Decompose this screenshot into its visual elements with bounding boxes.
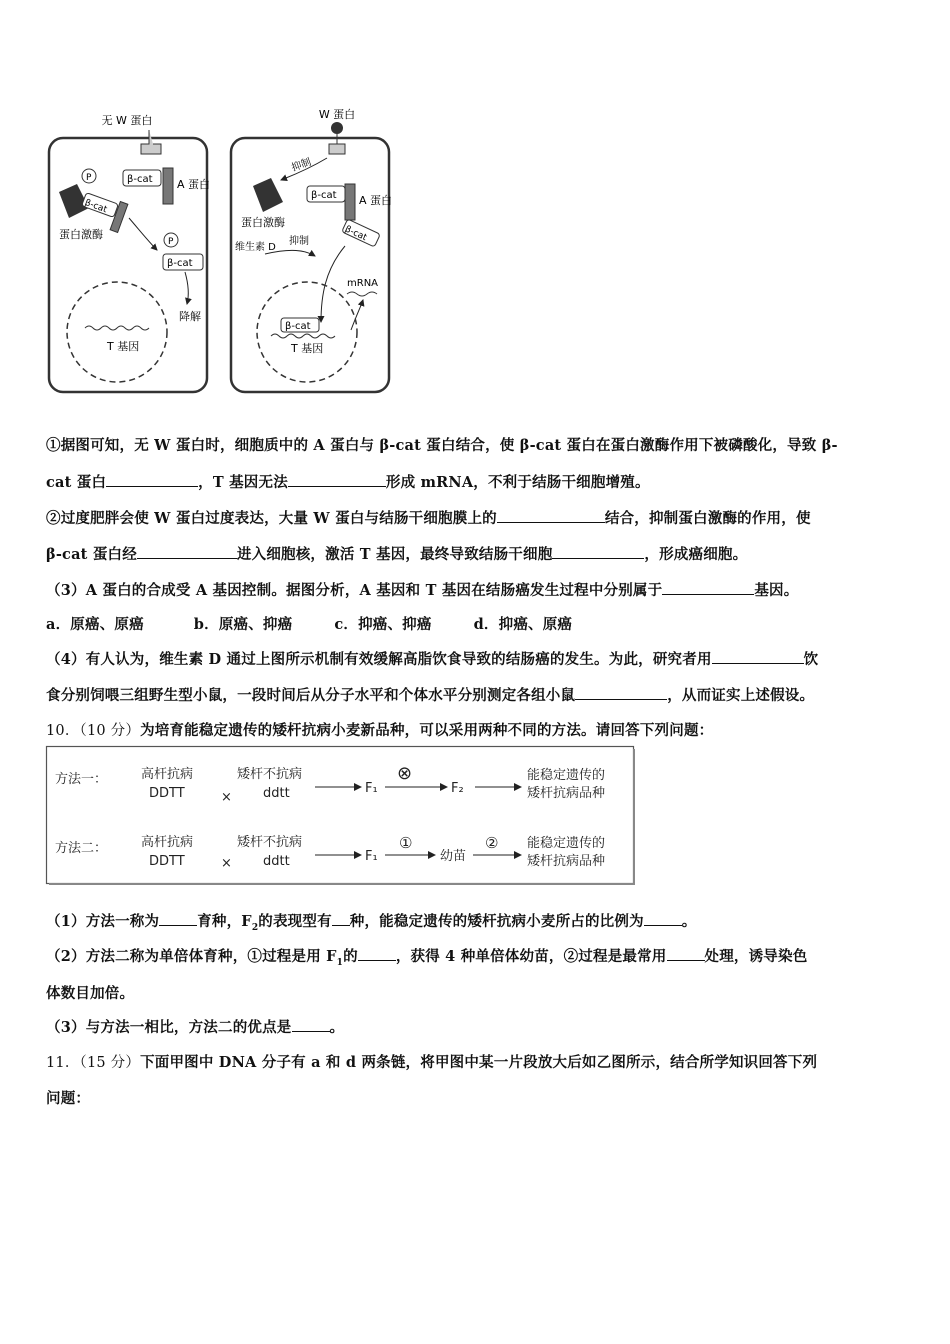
svg-text:β-cat: β-cat <box>285 321 311 332</box>
svg-text:能稳定遗传的: 能稳定遗传的 <box>527 768 606 783</box>
svg-text:β-cat: β-cat <box>343 224 369 244</box>
answer-blank[interactable] <box>137 544 237 559</box>
options-line <box>46 613 572 634</box>
svg-text:矮杆抗病品种: 矮杆抗病品种 <box>527 786 606 801</box>
svg-text:矮杆不抗病: 矮杆不抗病 <box>237 835 303 850</box>
svg-text:F₁: F₁ <box>365 781 378 796</box>
svg-text:矮杆抗病品种: 矮杆抗病品种 <box>527 854 606 869</box>
a-protein-label-left: A 蛋白 <box>177 178 211 191</box>
answer-blank[interactable] <box>332 911 350 926</box>
answer-blank[interactable] <box>288 472 386 487</box>
breeding-methods-figure <box>45 745 637 887</box>
a-protein-right <box>345 184 355 220</box>
answer-blank[interactable] <box>644 911 682 926</box>
svg-text:P: P <box>86 173 92 183</box>
q10-part3: （3）与方法一相比，方法二的优点是 。 <box>46 1019 345 1036</box>
option-b: b．原癌、抑癌 <box>193 616 293 633</box>
svg-text:ddtt: ddtt <box>263 786 290 801</box>
svg-text:β-cat: β-cat <box>83 197 109 216</box>
svg-text:高杆抗病: 高杆抗病 <box>141 767 194 782</box>
svg-text:能稳定遗传的: 能稳定遗传的 <box>527 836 606 851</box>
q-line-8: 食分别饲喂三组野生型小鼠，一段时间后从分子水平和个体水平分别测定各组小鼠 ，从而证实上述假设。 <box>46 687 815 704</box>
svg-text:F₂: F₂ <box>451 781 464 796</box>
question-11: 11．（15 分）下面甲图中 DNA 分子有 a 和 d 两条链，将甲图中某一片段放大后如乙图所示，结合所学知识回答下列 <box>46 1054 818 1071</box>
question-10: 10．（10 分）为培育能稳定遗传的矮杆抗病小麦新品种，可以采用两种不同的方法。请回答下列问题： <box>46 722 714 739</box>
svg-text:×: × <box>221 790 232 805</box>
svg-text:DDTT: DDTT <box>149 854 185 869</box>
q10-part2: （2）方法二称为单倍体育种，①过程是用 $F_1$的 ，获得 4 种单倍体幼苗，②过程是最常用 处理，诱导染色 <box>46 948 808 968</box>
svg-text:P: P <box>168 237 174 247</box>
answer-blank[interactable] <box>662 580 754 595</box>
q-line-1: ①据图可知，无 W 蛋白时，细胞质中的 A 蛋白与 β-cat 蛋白结合，使 β-cat 蛋白在蛋白激酶作用下被磷酸化，导致 β- <box>46 437 838 454</box>
no-w-protein-label: 无 W 蛋白 <box>101 114 153 127</box>
svg-text:幼苗: 幼苗 <box>440 849 467 864</box>
kinase-label-right: 蛋白激酶 <box>241 216 285 229</box>
q10-part1: （1）方法一称为 育种，$F_2$的表现型有 种，能稳定遗传的矮杆抗病小麦所占的比例为 。 <box>46 913 697 933</box>
kinase-right <box>253 178 283 212</box>
cell-signaling-figure <box>45 100 395 400</box>
option-a: a．原癌、原癌 <box>46 616 144 633</box>
svg-text:①: ① <box>399 834 413 852</box>
mrna-label: mRNA <box>347 278 379 289</box>
svg-text:β-cat: β-cat <box>311 190 337 201</box>
q-line-7: （4）有人认为，维生素 D 通过上图所示机制有效缓解高脂饮食导致的结肠癌的发生。为此，研究者用 饮 <box>46 651 819 668</box>
a-protein-left <box>163 168 173 204</box>
q-line-5: （3）A 蛋白的合成受 A 基因控制。据图分析，A 基因和 T 基因在结肠癌发生过程中分别属于 基因。 <box>46 582 799 599</box>
q-line-4: β-cat 蛋白经 进入细胞核，激活 T 基因，最终导致结肠干细胞 ，形成癌细胞。 <box>46 546 748 563</box>
t-gene-label-left: T 基因 <box>107 340 140 353</box>
svg-text:β-cat: β-cat <box>127 174 153 185</box>
svg-text:ddtt: ddtt <box>263 854 290 869</box>
answer-blank[interactable] <box>497 508 605 523</box>
selfing-symbol: ⊗ <box>397 763 413 784</box>
answer-blank[interactable] <box>106 472 198 487</box>
svg-text:β-cat: β-cat <box>167 258 193 269</box>
answer-blank[interactable] <box>712 649 804 664</box>
q-line-2: cat 蛋白 ，T 基因无法 形成 mRNA，不利于结肠干细胞增殖。 <box>46 474 650 491</box>
degrade-label: 降解 <box>179 310 201 323</box>
svg-text:抑制: 抑制 <box>290 156 313 174</box>
svg-text:抑制: 抑制 <box>289 236 309 247</box>
svg-text:F₁: F₁ <box>365 849 378 864</box>
svg-text:×: × <box>221 856 232 871</box>
vitamin-d-label: 维生素 D <box>235 242 276 253</box>
answer-blank[interactable] <box>552 544 644 559</box>
a-protein-label-right: A 蛋白 <box>359 194 393 207</box>
question-11-cont: 问题： <box>46 1090 91 1107</box>
option-d: d．抑癌、原癌 <box>473 616 573 633</box>
option-c: c．抑癌、抑癌 <box>334 616 432 633</box>
answer-blank[interactable] <box>358 946 396 961</box>
method-two-label: 方法二： <box>55 841 108 856</box>
answer-blank[interactable] <box>292 1017 330 1032</box>
answer-blank[interactable] <box>667 946 705 961</box>
q-line-3: ②过度肥胖会使 W 蛋白过度表达，大量 W 蛋白与结肠干细胞膜上的 结合，抑制蛋白激酶的作用，使 <box>46 510 811 527</box>
svg-text:矮杆不抗病: 矮杆不抗病 <box>237 767 303 782</box>
svg-text:高杆抗病: 高杆抗病 <box>141 835 194 850</box>
method-one-label: 方法一： <box>55 772 108 787</box>
svg-text:DDTT: DDTT <box>149 786 185 801</box>
nucleus-left <box>67 282 167 382</box>
answer-blank[interactable] <box>159 911 197 926</box>
svg-text:②: ② <box>485 834 499 852</box>
kinase-label-left: 蛋白激酶 <box>59 228 103 241</box>
w-protein-label: W 蛋白 <box>318 108 356 121</box>
receptor-left <box>141 130 161 154</box>
answer-blank[interactable] <box>575 685 667 700</box>
t-gene-label-right: T 基因 <box>291 342 324 355</box>
q10-part2-cont: 体数目加倍。 <box>46 985 135 1002</box>
